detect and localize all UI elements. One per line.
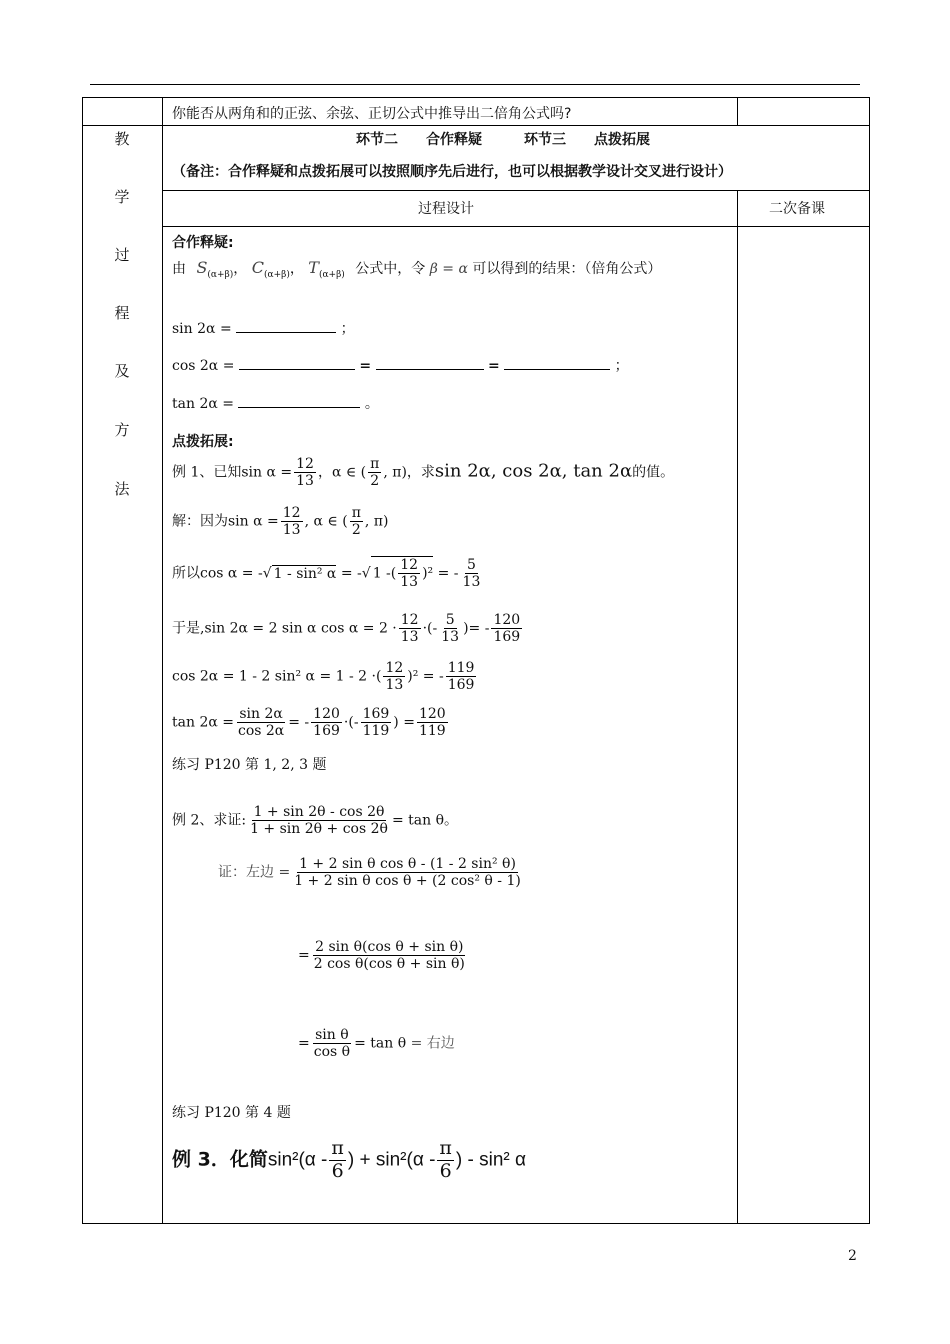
ex1-prefix: 例 1、已知 (172, 464, 242, 481)
sol4-d: 13 (385, 677, 404, 694)
sol2-inner-frac (398, 557, 420, 590)
ex1-suffix: 的值。 (632, 464, 675, 481)
sol1-frac-pi (350, 505, 363, 538)
cooperation-intro: 由 $S_{(\alpha+\beta)}$， $C_{(\alpha+\beta)}$， $T_{(\alpha+\beta)}$ 公式中，令 β = α 可以得到的结果：（倍角公式） (172, 258, 662, 280)
sol2-sqrt1: 1 - sin² α (273, 565, 337, 582)
extension-heading: 点拨拓展: (172, 434, 234, 450)
sol3-a: sin 2α = 2 sin α cos α = 2 · (204, 620, 397, 637)
sol2-inner-den: 13 (400, 574, 419, 591)
proof1-num: 1 + 2 sin θ cos θ - (1 - 2 sin² θ) (299, 856, 516, 872)
tan-double-label: tan 2α = (172, 396, 234, 412)
ex2-rhs: = tan θ (391, 812, 445, 829)
solution-line-3: 于是,sin 2α = 2 sin α cos α = 2 · $\frac{12}{13}$ ·(- $\frac{5}{13}$ )= - $\frac{120}{169}$ (172, 612, 521, 646)
tan-double-blank (238, 395, 360, 408)
ex2-frac (248, 804, 390, 837)
sol1-den: 13 (282, 522, 301, 539)
sin-double-blank (236, 320, 336, 333)
proof-line-3 (298, 1027, 455, 1060)
side-label-6: 方 (114, 421, 130, 439)
ex1-sin-alpha: sin α = (241, 464, 293, 481)
proof-frac-1 (292, 856, 523, 889)
sol5-cos: cos 2α (237, 723, 285, 740)
practice-1: 练习 P120 第 1, 2, 3 题 (172, 757, 327, 773)
s-subscript: (α+β) (207, 270, 234, 280)
side-label-4: 程 (114, 304, 130, 322)
proof2-eq: = (298, 947, 310, 964)
ex1-frac-pi-2 (368, 456, 381, 489)
ex1-frac-12-13 (294, 456, 316, 489)
sol5-b: ·(- (343, 714, 359, 731)
sol5-frac3 (361, 706, 392, 739)
sol5-d169: 169 (313, 723, 340, 740)
sol4-res-num: 119 (447, 660, 475, 676)
proof-line-2 (298, 939, 469, 972)
sol5-eq: = - (288, 714, 310, 731)
sol5-c: ) = (393, 714, 415, 731)
section-title: 环节二 合作释疑 环节三 点拨拓展 (356, 132, 650, 148)
sin-semicolon: ； (340, 321, 355, 337)
ex1-comma: ， (317, 464, 332, 481)
cos-eq-1: = (359, 358, 372, 374)
cos-semicolon: ； (614, 358, 629, 374)
sol3-n5: 5 (445, 612, 455, 628)
t-symbol: T (308, 258, 319, 277)
proof3-rhs: = tan θ (354, 1035, 407, 1052)
example-2 (172, 804, 458, 837)
ex3-prefix: 例 3．化简 (172, 1148, 268, 1171)
t-subscript: (α+β) (318, 270, 345, 280)
proof3-end: = 右边 (410, 1035, 455, 1052)
sol1-frac (281, 505, 303, 538)
proof2-num: 2 sin θ(cos θ + sin θ) (315, 939, 464, 955)
ex1-ask: ，求 (406, 464, 435, 481)
sol3-frac2 (439, 612, 461, 645)
sol2-sqrt2-prefix: 1 - (372, 565, 391, 582)
ex3-close1: ) + sin²(α - (347, 1149, 436, 1171)
ex3-close2: ) - sin² α (455, 1149, 526, 1171)
sol3-d13: 13 (441, 629, 460, 646)
ex3-pi-2: π (439, 1137, 452, 1159)
proof3-eq: = (298, 1035, 310, 1052)
sol5-n120: 120 (313, 706, 340, 722)
row-divider-1 (82, 125, 869, 126)
cos-eq-2: = (488, 358, 500, 374)
side-label-5: 及 (114, 362, 130, 380)
sol1-prefix: 解：因为 (172, 513, 228, 530)
example-1 (172, 456, 674, 489)
sol3-result (491, 612, 522, 645)
ex1-two: 2 (370, 473, 380, 490)
row-divider-2 (162, 190, 869, 191)
proof-line-1 (218, 856, 525, 889)
sol3-frac1 (399, 612, 421, 645)
col-divider-left (162, 97, 163, 1223)
column-header-notes: 二次备课 (769, 201, 825, 217)
ex2-prefix: 例 2、求证: (172, 812, 247, 829)
sol3-eq: = - (468, 620, 490, 637)
sol4-frac (383, 660, 405, 693)
proof-frac-2 (312, 939, 467, 972)
proof3-den: cos θ (313, 1044, 351, 1061)
sin-double-line (172, 318, 355, 338)
cos-double-line (172, 355, 629, 375)
sol5-res-den: 119 (418, 723, 446, 740)
proof2-den: 2 cos θ(cos θ + sin θ) (313, 956, 465, 973)
ex1-pi: π (370, 456, 380, 472)
sol2-res-num: 5 (466, 557, 476, 573)
sol2-eq-neg-2: = - (437, 565, 459, 582)
ex3-t1: sin²(α - (267, 1149, 328, 1171)
ex1-den: 13 (296, 473, 314, 490)
sol1-close: , π) (364, 513, 389, 530)
sol4-res-den: 169 (447, 677, 475, 694)
intro-suffix: 可以得到的结果：（倍角公式） (472, 261, 662, 277)
sol2-inner-num: 12 (400, 557, 419, 573)
sol2-res-den: 13 (462, 574, 481, 591)
cos-blank-2 (376, 357, 484, 370)
top-question: 你能否从两角和的正弦、余弦、正切公式中推导出二倍角公式吗? (172, 106, 572, 122)
cos-blank-1 (239, 357, 355, 370)
tan-double-line (172, 393, 379, 413)
sol3-n: 12 (400, 612, 419, 628)
column-header-process: 过程设计 (418, 201, 474, 217)
ex1-num: 12 (296, 456, 314, 472)
side-label-7: 法 (114, 480, 130, 498)
sol3-neg: - (432, 620, 438, 637)
solution-line-5 (172, 706, 450, 739)
sin-double-label: sin 2α = (172, 321, 232, 337)
col-divider-right (737, 97, 738, 126)
sol5-frac2 (311, 706, 342, 739)
beta-equals-alpha: β = α (429, 261, 468, 277)
sol3-dot: · (422, 620, 428, 637)
ex2-period: 。 (444, 812, 459, 829)
sol4-a: cos 2α = 1 - 2 sin² α = 1 - 2 ·( (172, 668, 382, 685)
row-divider-3 (162, 226, 869, 227)
sol5-n169: 169 (362, 706, 390, 722)
ex3-six-2: 6 (439, 1159, 452, 1182)
col-divider-right-lower (737, 190, 738, 1223)
sol2-sqrt2: 1 -( $\frac{12}{13}$ )² (372, 557, 434, 591)
section-note: （备注：合作释疑和点拨拓展可以按照顺序先后进行，也可以根据教学设计交叉进行设计） (172, 164, 732, 180)
ex3-frac-1 (329, 1138, 346, 1183)
sol3-prefix: 于是, (172, 620, 205, 637)
sol5-sin: sin 2α (239, 706, 283, 722)
cooperation-heading: 合作释疑: (172, 235, 234, 251)
sol3-d: 13 (400, 629, 419, 646)
sol1-num: 12 (282, 505, 301, 521)
solution-line-2: 所以cos α = -√ 1 - sin² α = -√ 1 -( $\frac{12}{13}$ )² = - $\frac{5}{13}$ (172, 557, 481, 591)
side-label-2: 学 (114, 188, 130, 206)
proof-prefix: 证：左边 = (218, 864, 291, 881)
sol5-result (417, 706, 448, 739)
solution-line-1 (172, 505, 388, 538)
ex1-alpha-in: α ∈ ( (331, 464, 367, 481)
sol3-res-num: 120 (493, 612, 521, 628)
sol5-frac1 (236, 706, 286, 739)
sol1-sin: sin α = (228, 513, 279, 530)
proof1-den: 1 + 2 sin θ cos θ + (2 cos² θ - 1) (294, 873, 521, 890)
side-label-1: 教 (114, 130, 130, 148)
ex3-six-1: 6 (331, 1159, 344, 1182)
sol5-res-num: 120 (418, 706, 446, 722)
c-symbol: C (251, 258, 264, 277)
cos-double-label: cos 2α = (172, 358, 235, 374)
intro-mid: 公式中，令 (355, 261, 426, 277)
ex2-den: 1 + sin 2θ + cos 2θ (250, 821, 388, 838)
example-3 (172, 1138, 526, 1183)
tan-period: 。 (364, 396, 379, 412)
proof3-num: sin θ (315, 1027, 349, 1043)
proof-frac-3 (312, 1027, 352, 1060)
solution-line-4 (172, 660, 478, 693)
ex1-targets: sin 2α, cos 2α, tan 2α (434, 460, 633, 482)
sol4-result (446, 660, 477, 693)
sol1-pi: π (351, 505, 361, 521)
page-number: 2 (848, 1248, 857, 1264)
ex1-pi-close: , π) (383, 464, 407, 481)
sol1-mid: , α ∈ ( (304, 513, 348, 530)
sol4-n: 12 (385, 660, 404, 676)
ex2-num: 1 + sin 2θ - cos 2θ (253, 804, 385, 820)
side-label-3: 过 (114, 246, 130, 264)
ex3-frac-2 (437, 1138, 454, 1183)
sol2-eq-neg: = - (340, 565, 362, 582)
sol2-prefix: 所以 (172, 565, 200, 582)
sol2-result (461, 557, 483, 590)
ex3-pi-1: π (331, 1137, 344, 1159)
sol5-d119: 119 (362, 723, 390, 740)
sol2-cos: cos α = - (200, 565, 263, 582)
sol1-two: 2 (351, 522, 361, 539)
header-rule (90, 84, 860, 85)
sol5-a: tan 2α = (172, 714, 234, 731)
s-symbol: S (196, 258, 208, 277)
sol4-b: )² = - (407, 668, 444, 685)
sol3-res-den: 169 (493, 629, 521, 646)
intro-prefix: 由 (172, 261, 186, 277)
cos-blank-3 (504, 357, 610, 370)
c-subscript: (α+β) (263, 270, 290, 280)
practice-2: 练习 P120 第 4 题 (172, 1105, 291, 1121)
